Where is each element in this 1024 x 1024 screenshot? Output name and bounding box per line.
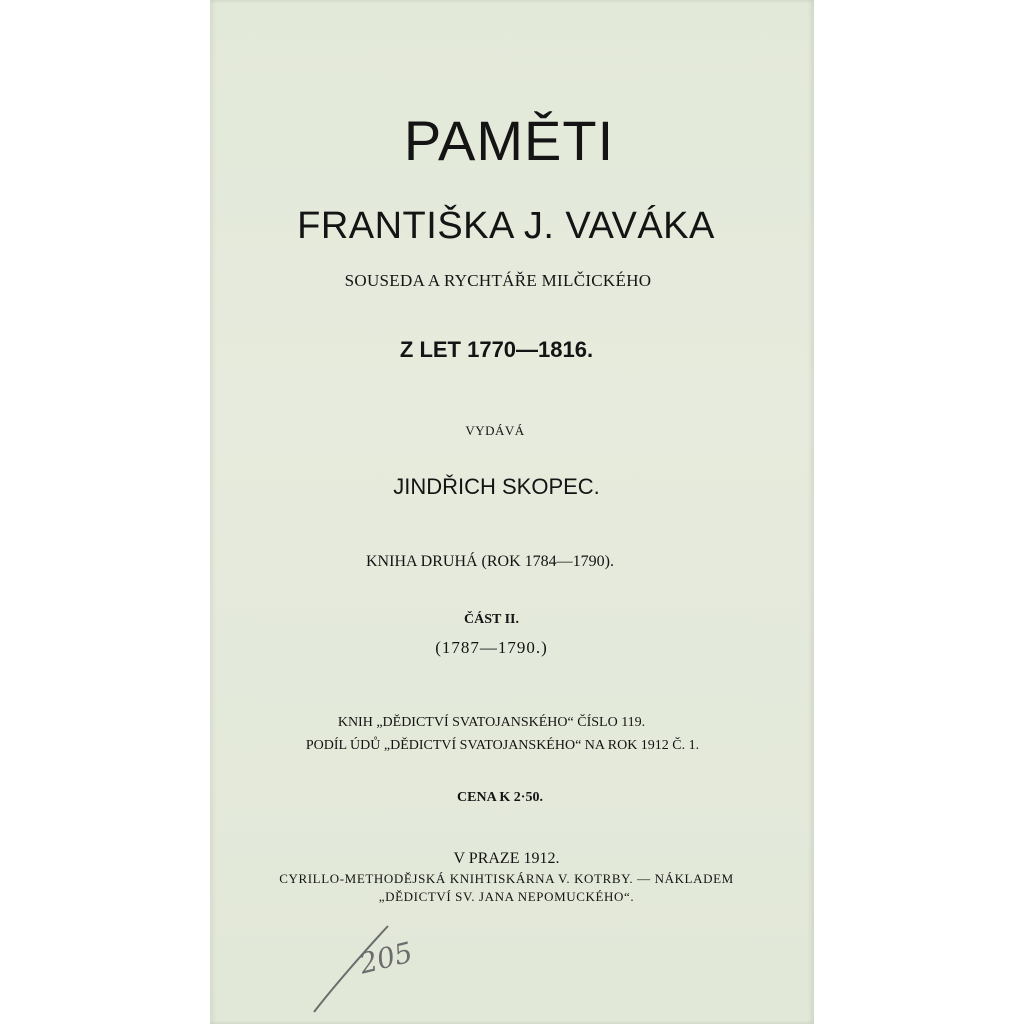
years-range: Z LET 1770—1816. [399,337,594,362]
author-subtitle: SOUSEDA A RYCHTÁŘE MILČICKÉHO [344,271,652,290]
book-volume: KNIHA DRUHÁ (ROK 1784—1790). [366,553,614,570]
part-years: (1787—1790.) [435,638,548,657]
book-title: PAMĚTI [403,109,615,172]
author-name: FRANTIŠKA J. VAVÁKA [297,205,715,247]
editor-name: JINDŘICH SKOPEC. [393,474,600,499]
title-page [210,0,814,1024]
series-line-1: KNIH „DĚDICTVÍ SVATOJANSKÉHO“ ČÍSLO 119. [337,715,646,730]
publisher-line: „DĚDICTVÍ SV. JANA NEPOMUCKÉHO“. [378,889,635,904]
place-year: V PRAZE 1912. [453,850,560,867]
part-number: ČÁST II. [464,612,519,627]
handwritten-note: 205 [356,935,416,981]
price: CENA K 2·50. [457,790,543,805]
series-line-2: PODÍL ÚDŮ „DĚDICTVÍ SVATOJANSKÉHO“ NA ROK 1912 Č. 1. [305,738,700,753]
edited-by-label: VYDÁVÁ [465,423,525,438]
printer-line: CYRILLO-METHODĚJSKÁ KNIHTISKÁRNA V. KOTRBY. — NÁKLADEM [279,871,734,886]
